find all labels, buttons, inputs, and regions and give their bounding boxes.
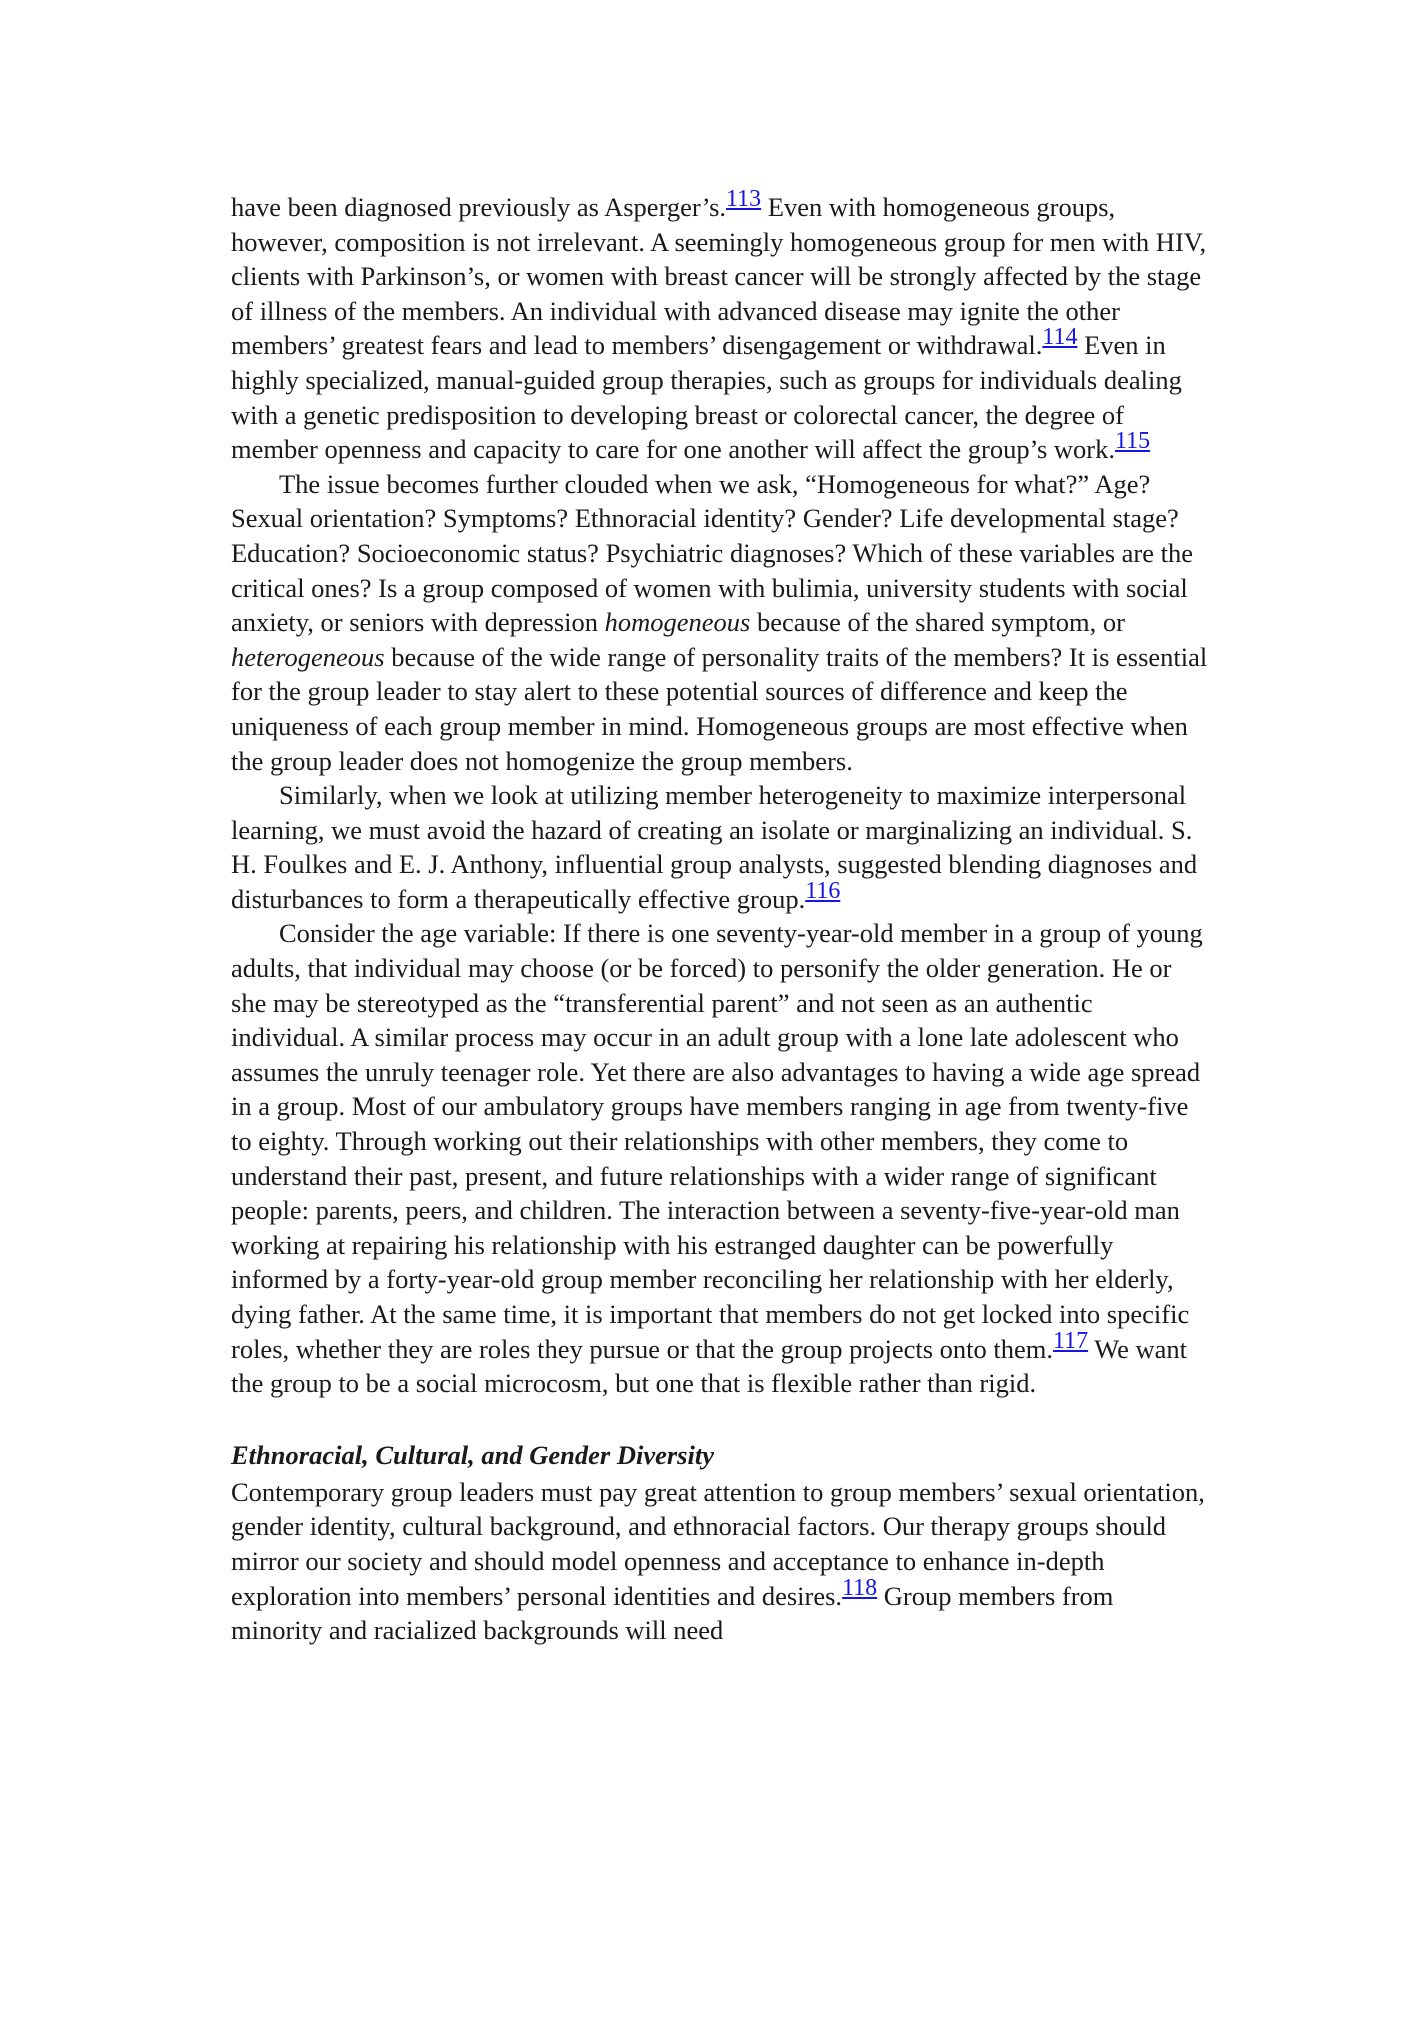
paragraph-text: Even with homogeneous groups, however, composition is not irrelevant. A seemingly homogeneous group for men with HIV, clients with Parkinson’s, or women with breast cancer will be strongly affected by the stage of illness of the members. An individual with advanced disease may ignite the other members’ greatest fears and lead to members’ disengagement or withdrawal. bbox=[231, 192, 1207, 361]
paragraph-text: The issue becomes further clouded when we ask, “Homogeneous for what?” Age? Sexual orientation? Symptoms? Ethnoracial identity? Gender? Life developmental stage? Education? Socioeconomic status? Psychiatric diagnoses? Which of these variables are the critical ones? Is a group composed of women with bulimia, university students with social anxiety, or seniors with depression bbox=[231, 468, 1194, 638]
footnote-link-113[interactable]: 113 bbox=[726, 186, 762, 212]
paragraph-text: Group members from minority and racialized backgrounds will need bbox=[231, 1580, 1114, 1646]
paragraph-text: because of the wide range of personality traits of the members? It is essential for the group leader to stay alert to these potential sources of difference and keep the uniqueness of each group member in mind. Homogeneous groups are most effective when the group leader does not homogenize the group members. bbox=[231, 641, 1208, 776]
footnote-link-118[interactable]: 118 bbox=[842, 1574, 878, 1601]
paragraph-text: have been diagnosed previously as Asperger’s. bbox=[231, 192, 727, 222]
paragraph-text: Even in highly specialized, manual-guided group therapies, such as groups for individuals dealing with a genetic predisposition to developing breast or colorectal cancer, the degree of member openness and capacity to care for one another will affect the group’s work. bbox=[231, 330, 1182, 465]
emphasis-text: heterogeneous bbox=[231, 641, 385, 672]
section-heading: Ethnoracial, Cultural, and Gender Diversity bbox=[231, 1439, 714, 1470]
paragraph-1 bbox=[231, 186, 1209, 467]
paragraph-text: Consider the age variable: If there is one seventy-year-old member in a group of young adults, that individual may choose (or be forced) to personify the older generation. He or she may be stereotyped as the “transferential parent” and not seen as an authentic individual. A similar process may occur in an adult group with a lone late adolescent who assumes the unruly teenager role. Yet there are also advantages to having a wide age spread in a group. Most of our ambulatory groups have members ranging in age from twenty-five to eighty. Through working out their relationships with other members, they come to understand their past, present, and future relationships with a wider range of significant people: parents, peers, and children. The interaction between a seventy-five-year-old man working at repairing his relationship with his estranged daughter can be powerfully informed by a forty-year-old group member reconciling her relationship with her elderly, dying father. At the same time, it is important that members do not get locked into specific roles, whether they are roles they pursue or that the group projects onto them. bbox=[231, 918, 1203, 1364]
paragraph-text: We want the group to be a social microcosm, but one that is flexible rather than rigid. bbox=[231, 1333, 1188, 1399]
document-page bbox=[231, 186, 1209, 1648]
paragraph-5 bbox=[231, 1475, 1209, 1648]
paragraph-text: Similarly, when we look at utilizing member heterogeneity to maximize interpersonal learning, we must avoid the hazard of creating an isolate or marginalizing an individual. S. H. Foulkes and E. J. Anthony, influential group analysts, suggested blending diagnoses and disturbances to form a therapeutically effective group. bbox=[231, 780, 1198, 914]
footnote-link-116[interactable]: 116 bbox=[805, 877, 841, 904]
footnote-link-114[interactable]: 114 bbox=[1042, 324, 1078, 351]
paragraph-text: Contemporary group leaders must pay great attention to group members’ sexual orientation, gender identity, cultural background, and ethnoracial factors. Our therapy groups should mirror our society and should model openness and acceptance to enhance in-depth exploration into members’ personal identities and desires. bbox=[231, 1476, 1205, 1611]
footnote-link-117[interactable]: 117 bbox=[1053, 1327, 1089, 1354]
paragraph-3 bbox=[231, 778, 1209, 916]
footnote-link-115[interactable]: 115 bbox=[1115, 428, 1151, 455]
paragraph-text: because of the shared symptom, or bbox=[750, 607, 1125, 638]
paragraph-4 bbox=[231, 916, 1209, 1400]
emphasis-text: homogeneous bbox=[604, 607, 751, 638]
paragraph-2 bbox=[231, 467, 1209, 778]
